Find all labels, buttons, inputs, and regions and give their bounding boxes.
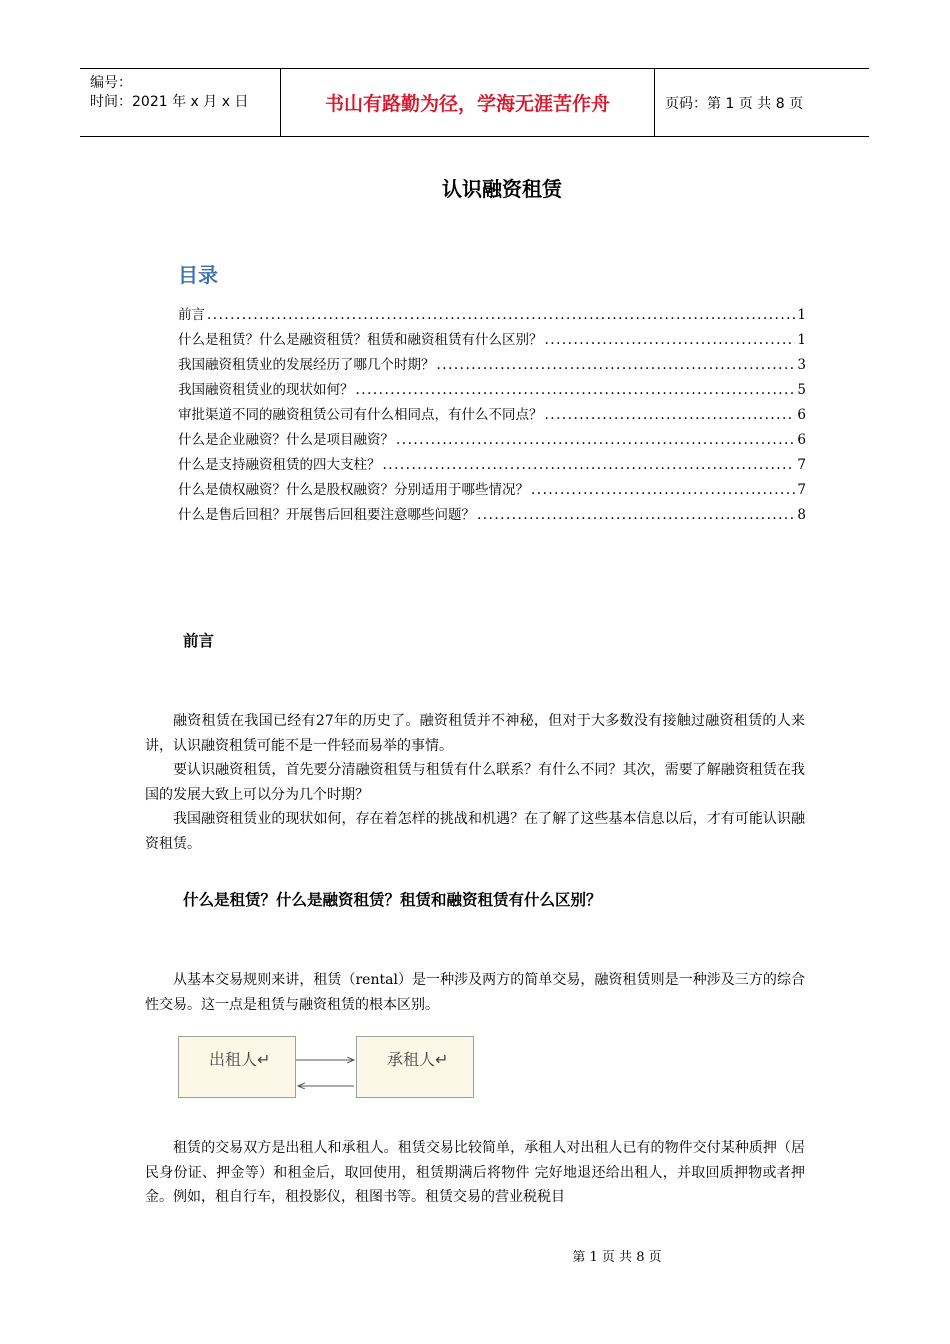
toc-leader-dots — [545, 407, 796, 423]
toc-item-page: 7 — [797, 457, 806, 473]
toc-item-page: 1 — [797, 332, 806, 348]
toc-leader-dots — [396, 432, 795, 448]
paragraph: 要认识融资租赁，首先要分清融资租赁与租赁有什么联系？有什么不同？其次，需要了解融资租赁在我国的发展大致上可以分为几个时期？ — [145, 762, 805, 803]
toc-item-text: 什么是债权融资？什么是股权融资？分别适用于哪些情况？ — [178, 482, 529, 498]
header-page-info: 页码：第 1 页 共 8 页 — [665, 95, 804, 112]
date-label: 时间：2021 年 x 月 x 日 — [90, 94, 249, 110]
toc-item[interactable] — [178, 503, 806, 528]
toc-leader-dots — [356, 382, 796, 398]
toc-leader-dots — [437, 357, 796, 373]
paragraph: 融资租赁在我国已经有27年的历史了。融资租赁并不神秘，但对于大多数没有接触过融资租赁的人来讲，认识融资租赁可能不是一件轻而易举的事情。 — [145, 713, 805, 754]
toc-item-text: 审批渠道不同的融资租赁公司有什么相同点，有什么不同点？ — [178, 407, 543, 423]
page-footer: 第 1 页 共 8 页 — [572, 1250, 662, 1265]
lessor-box — [178, 1036, 296, 1098]
toc-leader-dots — [207, 307, 795, 323]
preface-body — [145, 709, 805, 856]
section-paragraph — [145, 968, 805, 1017]
header-meta — [80, 69, 280, 136]
page-header — [80, 68, 869, 137]
document-title: 认识融资租赁 — [442, 177, 562, 201]
section-heading: 什么是租赁？什么是融资租赁？租赁和融资租赁有什么区别？ — [183, 891, 602, 909]
toc-heading: 目录 — [178, 263, 218, 287]
toc-item-text: 前言 — [178, 307, 205, 323]
toc-leader-dots — [383, 457, 796, 473]
toc-item-text: 什么是售后回租？开展售后回租要注意哪些问题？ — [178, 507, 475, 523]
toc-item-text: 什么是租赁？什么是融资租赁？租赁和融资租赁有什么区别？ — [178, 332, 543, 348]
toc-item-page: 3 — [797, 357, 806, 373]
toc-item-page: 7 — [797, 482, 806, 498]
toc-item-text: 什么是企业融资？什么是项目融资？ — [178, 432, 394, 448]
toc-item[interactable] — [178, 328, 806, 353]
toc-item[interactable] — [178, 378, 806, 403]
toc-leader-dots — [531, 482, 795, 498]
toc-item[interactable] — [178, 403, 806, 428]
toc-item-page: 1 — [797, 307, 806, 323]
paragraph: 从基本交易规则来讲，租赁（rental）是一种涉及两方的简单交易，融资租赁则是一种涉及三方的综合性交易。这一点是租赁与融资租赁的根本区别。 — [145, 972, 805, 1013]
paragraph: 我国融资租赁业的现状如何，存在着怎样的挑战和机遇？在了解了这些基本信息以后，才有可能认识融资租赁。 — [145, 811, 805, 852]
toc-item[interactable] — [178, 428, 806, 453]
toc-item-page: 5 — [797, 382, 806, 398]
lessor-label: 出租人↵ — [209, 1050, 271, 1069]
toc-item[interactable] — [178, 453, 806, 478]
toc-item[interactable] — [178, 478, 806, 503]
toc-item-page: 6 — [797, 432, 806, 448]
section-paragraph — [145, 1136, 805, 1210]
toc-item-page: 8 — [797, 507, 806, 523]
transaction-arrows — [294, 1036, 358, 1098]
toc-leader-dots — [545, 332, 796, 348]
toc-item-text: 什么是支持融资租赁的四大支柱？ — [178, 457, 381, 473]
lessee-label: 承租人↵ — [387, 1050, 449, 1069]
toc-item-text: 我国融资租赁业的发展经历了哪几个时期？ — [178, 357, 435, 373]
table-of-contents — [178, 303, 806, 528]
toc-item-page: 6 — [797, 407, 806, 423]
lessee-box — [356, 1036, 474, 1098]
toc-item[interactable] — [178, 303, 806, 328]
paragraph: 租赁的交易双方是出租人和承租人。租赁交易比较简单，承租人对出租人已有的物件交付某种质押（居民身份证、押金等）和租金后，取回使用，租赁期满后将物件 完好地退还给出租人，并取回质押物或者押金。例如，租自行车，租投影仪，租图书等。租赁交易的营业税税目 — [145, 1140, 805, 1205]
toc-item-text: 我国融资租赁业的现状如何？ — [178, 382, 354, 398]
number-label: 编号： — [90, 75, 132, 91]
preface-heading: 前言 — [183, 632, 215, 650]
lease-diagram — [178, 1036, 474, 1098]
header-motto: 书山有路勤为径，学海无涯苦作舟 — [280, 69, 655, 136]
toc-leader-dots — [477, 507, 795, 523]
toc-item[interactable] — [178, 353, 806, 378]
